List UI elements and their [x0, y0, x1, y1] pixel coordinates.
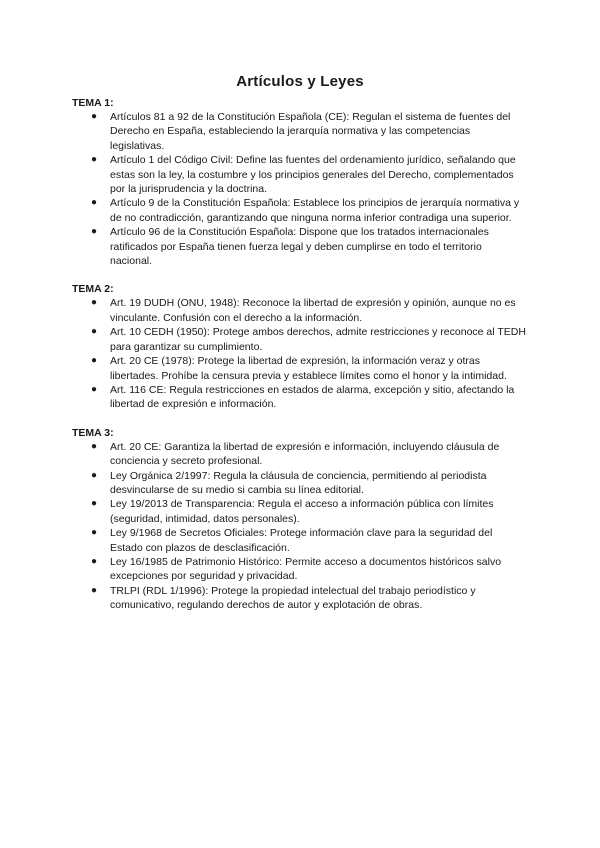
- bullet-icon: ●: [91, 383, 98, 395]
- list-item-text: Art. 10 CEDH (1950): Protege ambos derechos, admite restricciones y reconoce al TEDH para garantizar su cumplimiento.: [110, 326, 526, 353]
- bullet-icon: ●: [91, 111, 98, 122]
- list-item-text: Art. 19 DUDH (ONU, 1948): Reconoce la libertad de expresión y opinión, aunque no es vinculante. Confusión con el derecho a la información.: [110, 297, 516, 324]
- bullet-icon: ●: [91, 297, 98, 309]
- list-item-text: Ley 16/1985 de Patrimonio Histórico: Permite acceso a documentos históricos salvo excepciones por seguridad y privacidad.: [110, 555, 502, 583]
- bullet-list: [72, 110, 528, 268]
- section-tema-2: [72, 282, 528, 411]
- list-item-text: Artículo 1 del Código Civil: Define las fuentes del ordenamiento jurídico, señalando que estas son la ley, la costumbre y los principios generales del Derecho, complementados por la jurisprudencia y la doctrina.: [110, 154, 516, 196]
- bullet-icon: ●: [91, 197, 98, 209]
- document-title: Artículos y Leyes: [236, 73, 364, 90]
- bullet-icon: ●: [91, 440, 98, 452]
- bullet-icon: ●: [91, 555, 98, 567]
- list-item-text: Art. 20 CE (1978): Protege la libertad de expresión, la información veraz y otras libertades. Prohíbe la censura previa y establece límites como el honor y la intimidad.: [110, 355, 507, 382]
- list-item-text: Ley 9/1968 de Secretos Oficiales: Protege información clave para la seguridad del Estado con plazos de desclasificación.: [110, 527, 493, 554]
- list-item-text: Art. 20 CE: Garantiza la libertad de expresión e información, incluyendo cláusula de conciencia y secreto profesional.: [110, 440, 500, 468]
- list-item: [72, 584, 528, 613]
- bullet-icon: ●: [91, 355, 98, 367]
- bullet-icon: ●: [91, 527, 98, 539]
- list-item: [72, 110, 528, 153]
- list-item: [72, 526, 528, 555]
- list-item: [72, 469, 528, 498]
- bullet-icon: ●: [91, 154, 98, 166]
- list-item-text: TRLPI (RDL 1/1996): Protege la propiedad intelectual del trabajo periodístico y comunicativo, regulando derechos de autor y explotación de obras.: [110, 584, 476, 612]
- bullet-icon: ●: [91, 226, 98, 238]
- bullet-icon: ●: [91, 469, 98, 481]
- section-heading: TEMA 2:: [72, 283, 114, 296]
- list-item: [72, 196, 528, 225]
- list-item-text: Art. 116 CE: Regula restricciones en estados de alarma, excepción y sitio, afectando la libertad de expresión e información.: [110, 383, 515, 411]
- bullet-icon: ●: [91, 498, 98, 510]
- list-item: [72, 153, 528, 196]
- list-item: [72, 296, 528, 325]
- section-heading: TEMA 1:: [72, 97, 114, 109]
- list-item: [72, 440, 528, 469]
- list-item: [72, 497, 528, 526]
- list-item: [72, 225, 528, 268]
- list-item-text: Artículos 81 a 92 de la Constitución Española (CE): Regulan el sistema de fuentes del Derecho en España, estableciendo la jerarquía normativa y las competencias legislativas.: [110, 111, 511, 152]
- list-item: [72, 383, 528, 412]
- bullet-icon: ●: [91, 584, 98, 596]
- list-item-text: Artículo 9 de la Constitución Española: Establece los principios de jerarquía normativa y de no contradicción, garantizando que ninguna norma inferior contradiga una superior.: [110, 197, 520, 224]
- list-item: [72, 555, 528, 584]
- list-item-text: Artículo 96 de la Constitución Española: Dispone que los tratados internacionales ratificados por España tienen fuerza legal y deben cumplirse en todo el territorio nacional.: [110, 226, 489, 268]
- list-item-text: Ley 19/2013 de Transparencia: Regula el acceso a información pública con límites (seguridad, intimidad, datos personales).: [110, 498, 494, 525]
- bullet-list: [72, 440, 528, 613]
- list-item: [72, 354, 528, 383]
- bullet-list: [72, 296, 528, 411]
- section-tema-3: [72, 426, 528, 613]
- section-heading: TEMA 3:: [72, 426, 114, 439]
- bullet-icon: ●: [91, 326, 98, 338]
- list-item: [72, 325, 528, 354]
- section-tema-1: [72, 96, 528, 268]
- list-item-text: Ley Orgánica 2/1997: Regula la cláusula de conciencia, permitiendo al periodista desvincularse de su medio si cambia su línea editorial.: [110, 469, 487, 496]
